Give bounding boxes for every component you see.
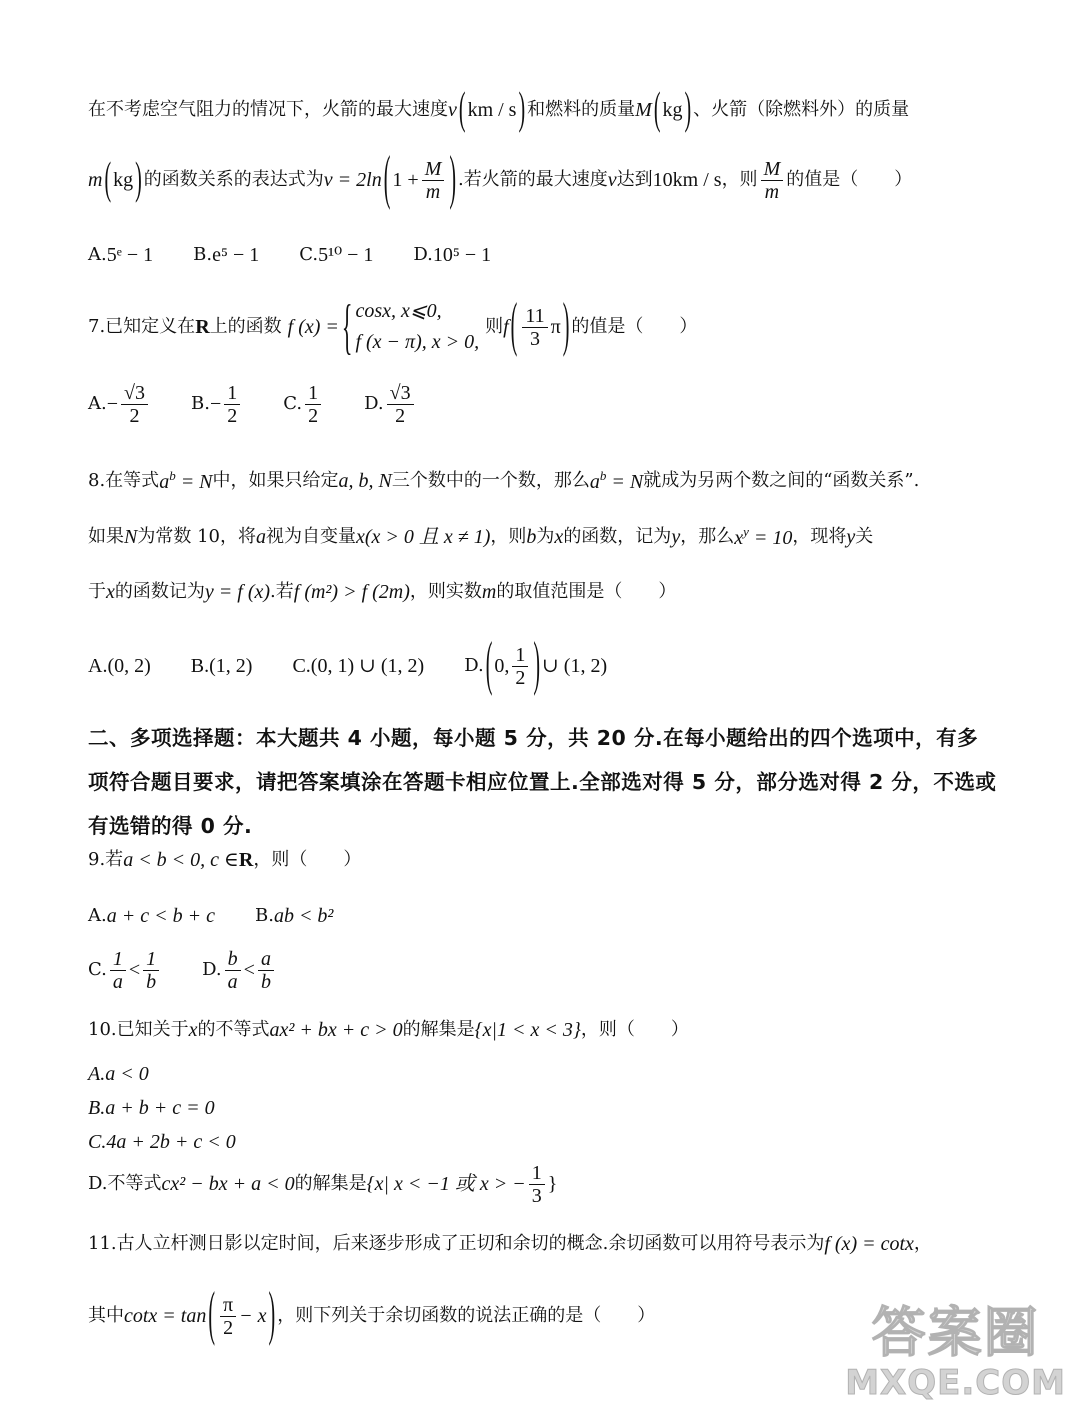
frac-num: 1 xyxy=(143,948,159,971)
option-value: e⁵ − 1 xyxy=(212,244,260,266)
frac-den: m xyxy=(425,181,441,203)
q11-cot: cotx = tan xyxy=(124,1305,207,1327)
option-fraction xyxy=(224,382,240,427)
q7-text: 上的函数 xyxy=(209,315,282,337)
q11-minus-x: − x xyxy=(239,1305,267,1327)
q7-fx: f (x) = xyxy=(287,315,339,338)
q8-text: ，则实数 xyxy=(409,581,482,603)
q7-fraction xyxy=(522,305,547,350)
q8-text: ，现将 xyxy=(792,526,847,548)
eq-sup: b xyxy=(599,468,607,483)
q10-set: {x|1 < x < 3} xyxy=(474,1019,581,1041)
q11-text: ，则下列关于余切函数的说法正确的是（ ） xyxy=(277,1305,656,1327)
q7-pi: π xyxy=(550,315,561,338)
q8-text: 8.在等式 xyxy=(88,470,160,492)
q6-line2 xyxy=(88,146,913,212)
eq-rest: = N xyxy=(611,471,644,493)
q10-x: x xyxy=(188,1019,198,1041)
frac-num: 1 xyxy=(512,644,528,667)
paren-left: ( xyxy=(485,632,493,698)
q10-text: 的不等式 xyxy=(197,1019,270,1041)
frac-den: b xyxy=(260,971,271,993)
eq-base: x xyxy=(734,527,744,549)
option-value: 0, xyxy=(494,655,510,677)
lt-sign: < xyxy=(243,959,255,981)
frac-num: √3 xyxy=(121,382,148,405)
q8-text: 中，如果只给定 xyxy=(212,470,339,492)
frac-num: 1 xyxy=(529,1162,545,1185)
q7-case1: cosx, x⩽0, xyxy=(355,300,442,322)
q8-option-d xyxy=(464,632,608,698)
frac-den: 3 xyxy=(531,1185,542,1207)
paren-left: ( xyxy=(458,84,466,135)
option-fraction xyxy=(143,948,159,993)
option-fraction xyxy=(512,644,528,689)
option-label: B. xyxy=(254,905,274,927)
q8-cond: x(x > 0 且 x ≠ 1) xyxy=(355,526,491,548)
q8-line1 xyxy=(88,468,919,495)
q10-ineq: cx² − bx + a < 0 xyxy=(161,1173,295,1195)
q6-unit: km / s xyxy=(467,99,517,121)
q8-x: x xyxy=(106,581,115,603)
frac-den: 2 xyxy=(227,405,238,427)
q10-text: ，则（ ） xyxy=(580,1019,689,1041)
q6-text: 的函数关系的表达式为 xyxy=(143,169,324,191)
option-sign: − xyxy=(209,393,222,415)
frac-den: 2 xyxy=(395,405,406,427)
q6-math-m: m xyxy=(88,169,103,191)
q8-text: 为常数 10，将 xyxy=(137,526,256,548)
q8-text: 视为自变量 xyxy=(265,526,356,548)
q9-options-ab xyxy=(88,904,373,929)
option-label: A. xyxy=(88,244,107,266)
brace: { xyxy=(341,291,353,362)
option-fraction xyxy=(258,948,274,993)
paren-right: ) xyxy=(135,154,142,205)
q8-text: 为 xyxy=(536,526,555,548)
q6-math-v: v xyxy=(607,169,617,191)
q8-m: m xyxy=(481,581,497,603)
q11-fraction xyxy=(220,1294,236,1339)
q8-eq-2 xyxy=(590,468,643,495)
frac-num: 1 xyxy=(110,948,126,971)
q11-text: ， xyxy=(913,1233,932,1255)
q6-math-v: v xyxy=(448,99,457,121)
q10-option-b: B.a + b + c = 0 xyxy=(88,1097,215,1119)
q11-line1 xyxy=(88,1232,932,1257)
q9-option-c xyxy=(88,948,162,993)
q6-text: .若火箭的最大速度 xyxy=(458,169,608,191)
q6-text: 达到 xyxy=(616,169,653,191)
q8-N: N xyxy=(124,526,138,548)
q6-unit: kg xyxy=(113,169,134,191)
q8-text: 三个数中的一个数，那么 xyxy=(391,470,590,492)
q8-option-c: C.(0, 1) ∪ (1, 2) xyxy=(292,655,425,677)
q10-text: D.不等式 xyxy=(88,1173,162,1195)
q8-text: ，则 xyxy=(490,526,527,548)
q8-text: 关 xyxy=(855,526,874,548)
frac-den: 2 xyxy=(129,405,140,427)
q10-set-close: } xyxy=(547,1173,558,1195)
frac-num: 1 xyxy=(305,382,321,405)
q10-text: 10.已知关于 xyxy=(88,1019,189,1041)
frac-den: a xyxy=(227,971,238,993)
option-value: a + c < b + c xyxy=(106,905,215,927)
q8-y: y xyxy=(671,526,681,548)
option-value: ab < b² xyxy=(273,905,334,927)
q11-text: 11.古人立杆测日影以定时间，后来逐步形成了正切和余切的概念.余切函数可以用符号表示为 xyxy=(88,1233,825,1255)
q11-fx: f (x) = cotx xyxy=(824,1233,914,1255)
paren-right: ) xyxy=(562,292,570,359)
q8-x: x xyxy=(554,526,564,548)
option-fraction xyxy=(305,382,321,427)
option-label: A. xyxy=(88,393,107,415)
eq-rest: = N xyxy=(180,471,213,493)
option-value: 5ᵉ − 1 xyxy=(106,244,154,266)
q9-option-a xyxy=(88,904,215,929)
option-fraction xyxy=(225,948,241,993)
q10-text: 的解集是 xyxy=(402,1019,475,1041)
q8-text: 如果 xyxy=(88,526,124,548)
q8-yfx: y = f (x) xyxy=(204,581,271,603)
paren-right: ) xyxy=(449,146,457,212)
q6-text: 和燃料的质量 xyxy=(527,99,636,121)
q6-text: 、火箭（除燃料外）的质量 xyxy=(693,99,910,121)
q8-xy xyxy=(734,524,792,551)
q6-expr: v = 2ln xyxy=(323,169,382,191)
q9-text: ，则（ ） xyxy=(253,849,362,871)
frac-num: a xyxy=(258,948,274,971)
frac-num: 1 xyxy=(224,382,240,405)
paren-left: ( xyxy=(383,146,391,212)
frac-den: 2 xyxy=(308,405,319,427)
q11-line2 xyxy=(88,1282,656,1348)
paren-right: ) xyxy=(533,632,541,698)
q6-fraction xyxy=(422,158,445,203)
q9-option-d xyxy=(202,948,277,993)
q6-line1 xyxy=(88,84,910,135)
eq-rest: = 10 xyxy=(753,527,793,549)
q7-option-b xyxy=(191,382,243,427)
q6-option-c xyxy=(299,243,373,268)
q6-text: ，则 xyxy=(721,169,758,191)
lt-sign: < xyxy=(128,959,141,981)
option-value: 10⁵ − 1 xyxy=(432,244,492,266)
q8-ineq: f (m²) > f (2m) xyxy=(293,581,410,603)
q9-text: 9.若 xyxy=(88,849,124,871)
q8-option-a: A.(0, 2) xyxy=(88,655,151,677)
q8-b: b xyxy=(526,526,537,548)
q8-eq xyxy=(159,468,212,495)
q8-text: 的函数，记为 xyxy=(563,526,672,548)
option-label: D. xyxy=(464,655,484,677)
q8-text: 于 xyxy=(88,581,106,603)
option-label: D. xyxy=(413,244,433,266)
frac-num: √3 xyxy=(387,382,414,405)
option-value: 5¹⁰ − 1 xyxy=(318,244,374,266)
paren-right: ) xyxy=(518,84,526,135)
paren-left: ( xyxy=(104,154,112,205)
q10-set: {x| x < −1 或 x > − xyxy=(366,1173,526,1195)
q11-text: 其中 xyxy=(88,1305,124,1327)
q7-f: f xyxy=(503,315,509,338)
q6-text: 在不考虑空气阻力的情况下，火箭的最大速度 xyxy=(88,99,448,121)
frac-num: 11 xyxy=(522,305,547,328)
frac-num: M xyxy=(422,158,445,181)
eq-base: a xyxy=(159,471,170,493)
q6-options xyxy=(88,243,531,268)
q10-fraction xyxy=(529,1162,545,1207)
frac-den: 3 xyxy=(529,327,540,350)
q7-cases xyxy=(355,296,479,358)
q8-text: .若 xyxy=(270,581,294,603)
q6-expr: 1 + xyxy=(392,169,419,191)
q8-option-b: B.(1, 2) xyxy=(190,655,253,677)
q10-stem xyxy=(88,1018,689,1043)
q10-text: 的解集是 xyxy=(294,1173,367,1195)
q10-ineq: ax² + bx + c > 0 xyxy=(269,1019,403,1041)
frac-den: b xyxy=(146,971,157,993)
q7-option-c xyxy=(283,382,324,427)
q9-options-cd xyxy=(88,948,317,993)
frac-den: a xyxy=(112,971,123,993)
option-label: B. xyxy=(191,393,210,415)
q8-y: y xyxy=(846,526,856,548)
option-label: D. xyxy=(364,393,384,415)
paren-left: ( xyxy=(510,292,518,359)
q10-option-c: C.4a + 2b + c < 0 xyxy=(88,1131,236,1153)
frac-num: b xyxy=(225,948,241,971)
q7-case2: f (x − π), x > 0, xyxy=(355,331,480,353)
q6-text: 的值是（ ） xyxy=(786,169,913,191)
q9-R: R xyxy=(238,849,254,871)
q7-option-a xyxy=(88,382,151,427)
q8-text: 的函数记为 xyxy=(114,581,205,603)
q10-option-d xyxy=(88,1162,557,1207)
paren-left: ( xyxy=(208,1282,216,1348)
q6-option-b xyxy=(193,243,259,268)
q9-stem xyxy=(88,848,361,873)
q8-text: 就成为另两个数之间的“函数关系”. xyxy=(643,470,920,492)
option-label: A. xyxy=(88,905,107,927)
frac-den: 2 xyxy=(515,667,526,689)
q8-line3 xyxy=(88,580,676,605)
option-fraction xyxy=(387,382,414,427)
paren-left: ( xyxy=(653,84,661,135)
eq-sup: y xyxy=(743,524,749,539)
option-sign: − xyxy=(106,393,119,415)
option-label: C. xyxy=(88,959,107,981)
option-label: B. xyxy=(193,244,213,266)
q6-option-d xyxy=(413,243,491,268)
q7-text: 7.已知定义在 xyxy=(88,315,196,337)
section-2-instructions: 二、多项选择题：本大题共 4 小题，每小题 5 分，共 20 分.在每小题给出的四个选项中，有多项符合题目要求，请把答案填涂在答题卡相应位置上.全部选对得 5 分，部分选对得 2 分，不选或有选错的得 0 分. xyxy=(88,726,997,838)
option-label: D. xyxy=(202,959,222,981)
q8-text: ，那么 xyxy=(680,526,735,548)
q8-vars: a, b, N xyxy=(338,470,392,492)
q8-line2 xyxy=(88,524,873,551)
q7-options xyxy=(88,382,457,427)
watermark-en: MXQE.COM xyxy=(845,1363,1066,1403)
frac-den: 2 xyxy=(223,1317,234,1339)
q8-text: 的取值范围是（ ） xyxy=(496,581,677,603)
watermark-logo xyxy=(845,1290,1066,1403)
eq-sup: b xyxy=(169,468,176,483)
q6-fraction-2 xyxy=(761,158,784,203)
q10-option-a: A.a < 0 xyxy=(88,1063,149,1085)
q6-unit: kg xyxy=(662,99,683,121)
q6-math-M: M xyxy=(635,99,652,121)
q7-R: R xyxy=(195,315,210,338)
q7-stem xyxy=(88,291,698,362)
q7-text: 则 xyxy=(485,315,504,337)
option-fraction xyxy=(121,382,148,427)
paren-right: ) xyxy=(684,84,692,135)
frac-num: M xyxy=(761,158,784,181)
q9-option-b xyxy=(255,904,333,929)
q7-text: 的值是（ ） xyxy=(571,315,698,337)
option-value: ∪ (1, 2) xyxy=(542,655,608,677)
watermark-cn: 答案圈 xyxy=(871,1301,1040,1364)
frac-den: m xyxy=(764,181,780,203)
q8-options xyxy=(88,632,647,698)
option-label: C. xyxy=(299,244,319,266)
q7-option-d xyxy=(364,382,417,427)
q6-option-a xyxy=(88,243,153,268)
q6-speed: 10km / s xyxy=(652,169,722,191)
eq-base: a xyxy=(589,471,600,493)
option-fraction xyxy=(110,948,126,993)
q9-math: a < b < 0, c ∈ xyxy=(123,849,239,871)
paren-right: ) xyxy=(268,1282,276,1348)
q8-a: a xyxy=(255,526,266,548)
frac-num: π xyxy=(220,1294,236,1317)
option-label: C. xyxy=(283,393,303,415)
